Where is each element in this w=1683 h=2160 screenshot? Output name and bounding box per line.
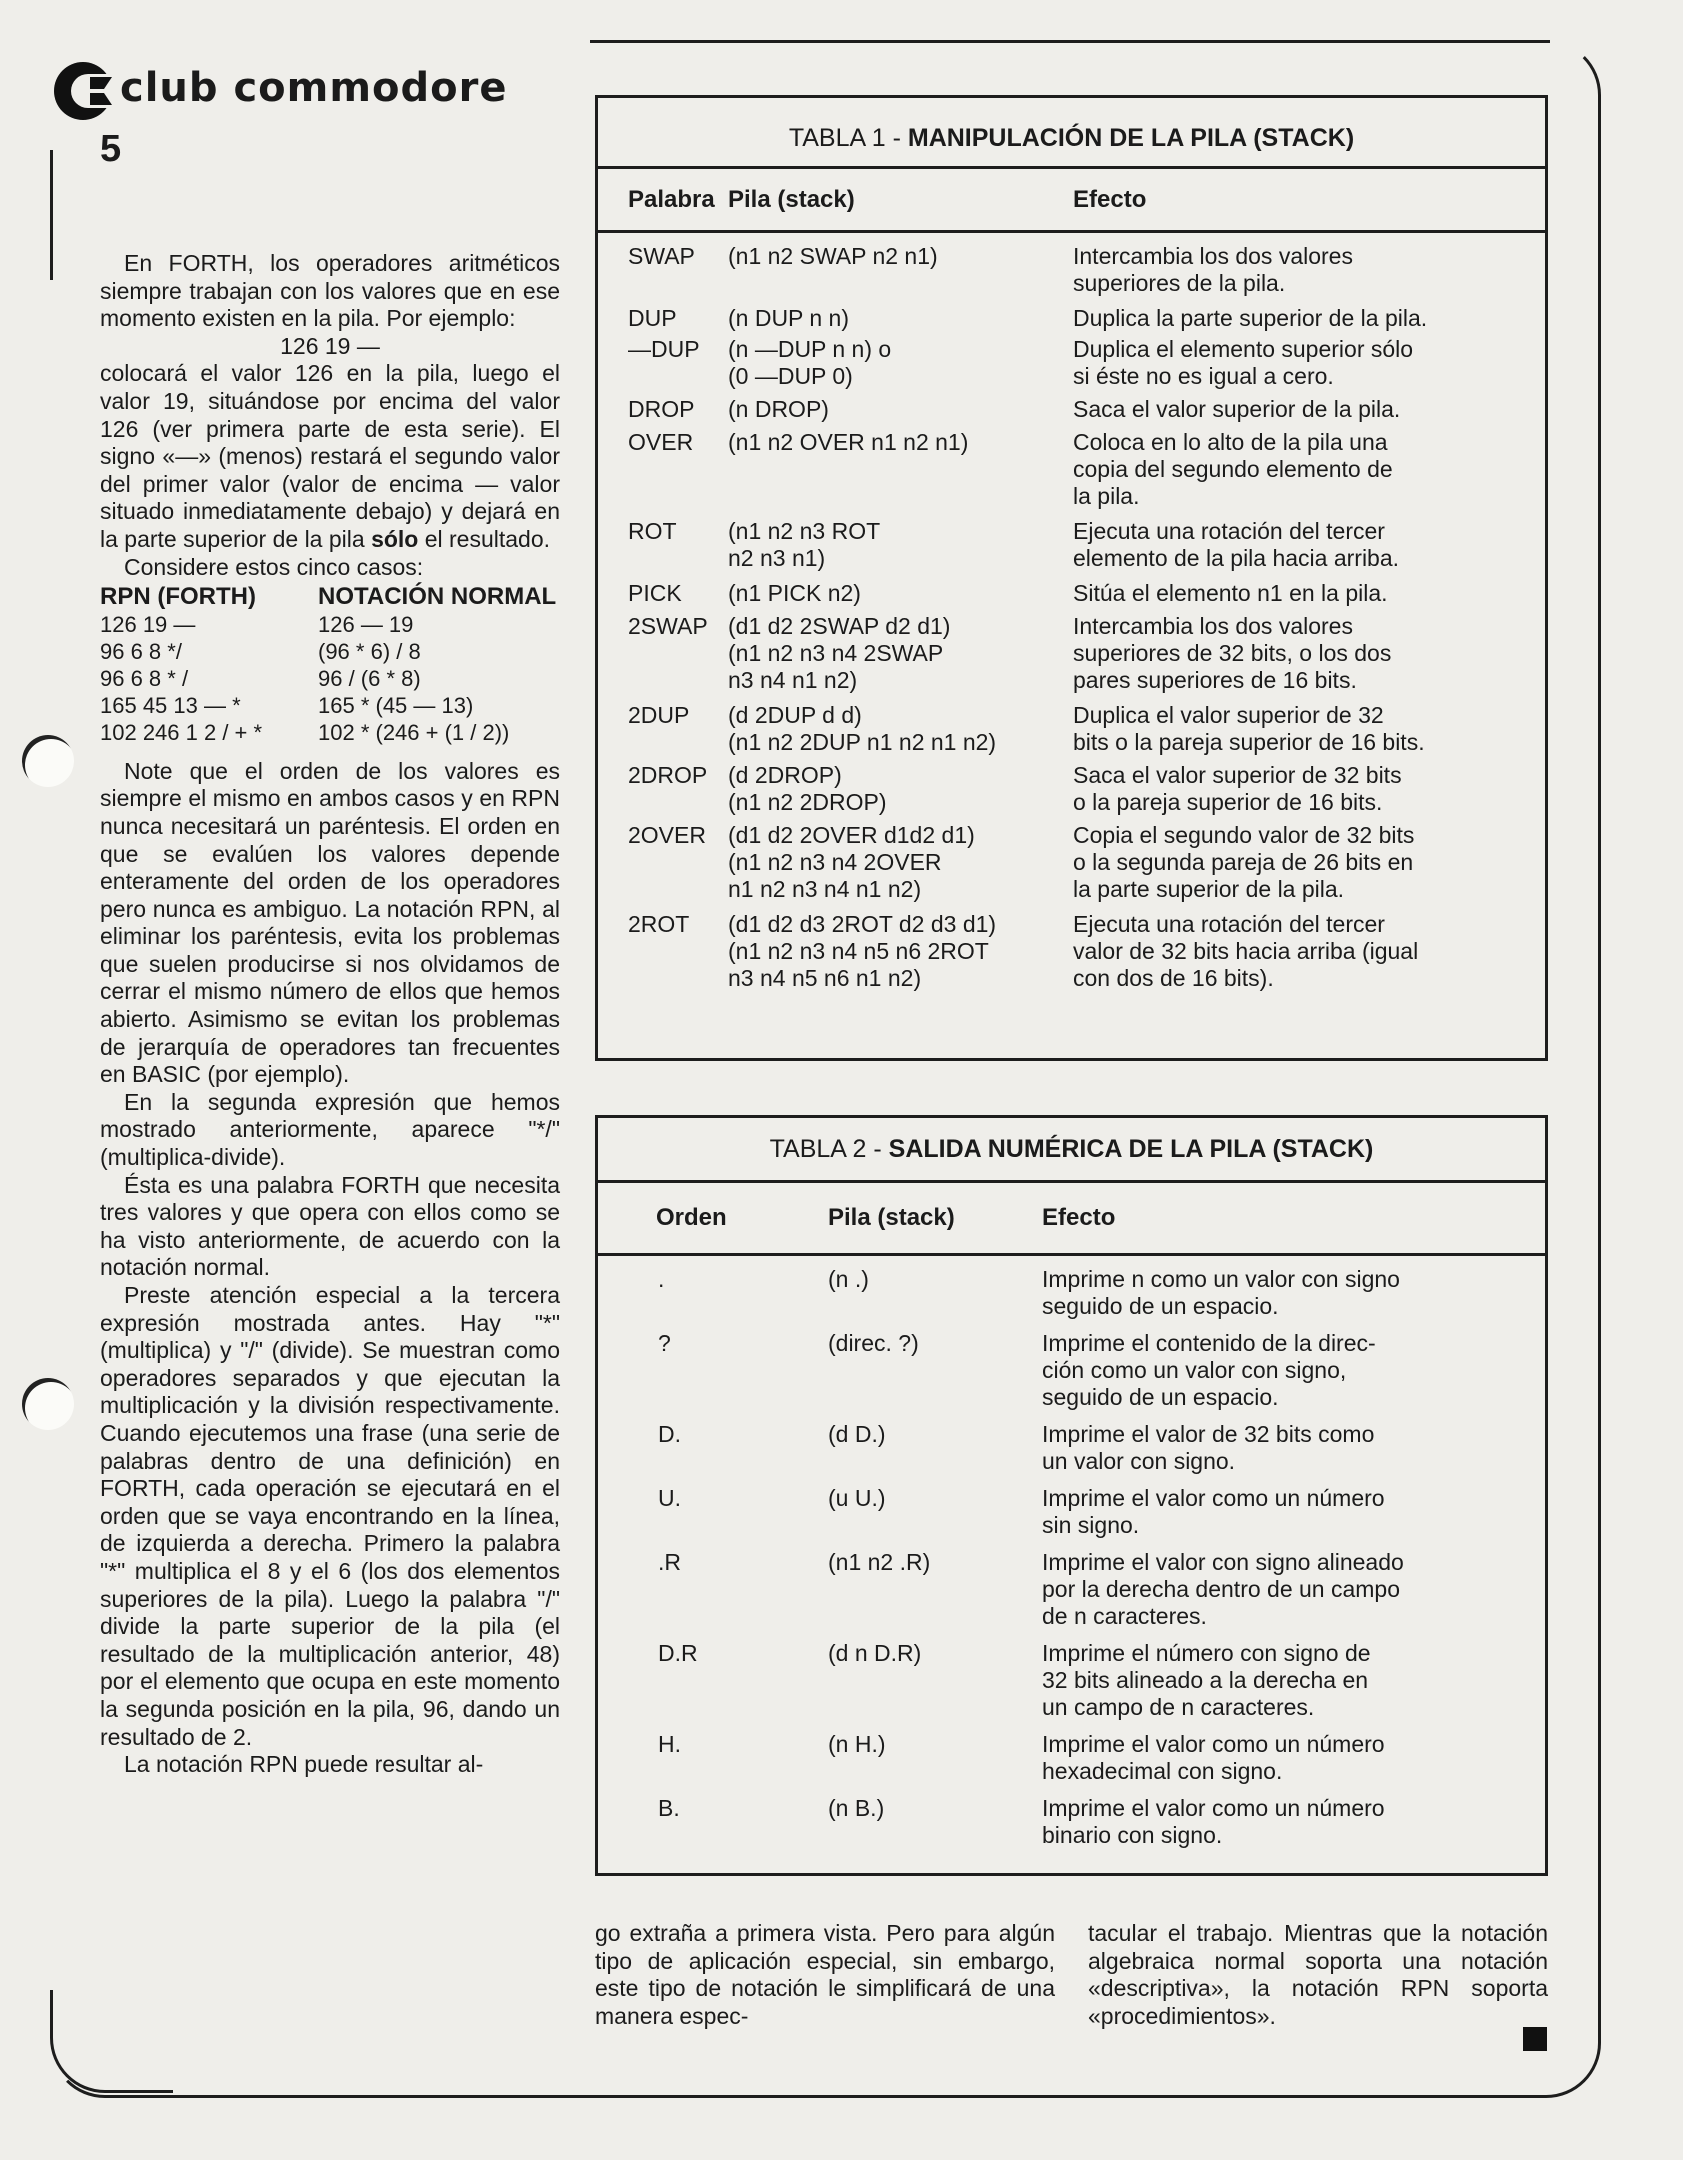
stack-cell: (direc. ?) xyxy=(828,1330,919,1356)
paragraph-6: Ésta es una palabra FORTH que necesita tres valores y que opera con ellos como se ha visto anteriormente, de acuerdo con la notación normal. xyxy=(100,1171,560,1281)
left-column xyxy=(100,250,560,1779)
word-cell: DUP xyxy=(628,305,677,331)
stack-cell: (u U.) xyxy=(828,1485,886,1511)
stack-cell: (n .) xyxy=(828,1266,869,1292)
table-2-header: Orden Pila (stack) Efecto xyxy=(598,1183,1545,1256)
command-cell: .R xyxy=(658,1549,681,1575)
effect-cell: Imprime el número con signo de 32 bits alineado a la derecha en un campo de n caracteres. xyxy=(1042,1640,1371,1720)
table-2-row xyxy=(598,1266,1545,1320)
club-commodore-logo xyxy=(52,60,507,122)
table-2-row xyxy=(598,1549,1545,1630)
table-1-row xyxy=(598,396,1545,423)
stack-cell: (d 2DUP d d) (n1 n2 2DUP n1 n2 n1 n2) xyxy=(728,702,997,755)
paragraph-7: Preste atención especial a la tercera expresión mostrada antes. Hay "*" (multiplica) y "/" (divide). Se muestran como operadores separados y que ejecutan la multiplicación y la división respectivamente. Cuando ejecutemos una frase (una serie de palabras dentro de una definición) en FORTH, cada operación se ejecutará en el orden que se vaya encontrando en la línea, de izquierda a derecha. Primero la palabra "*" multiplica el 8 y el 6 (los dos elementos superiores de la pila). Luego la palabra "/" divide la parte superior de la pila (el resultado de la multiplicación anterior, 48) por el elemento que ocupa en este momento la segunda posición en la pila, 96, dando un resultado de 2. xyxy=(100,1282,560,1750)
table-2-title: TABLA 2 - SALIDA NUMÉRICA DE LA PILA (STACK) xyxy=(598,1118,1545,1183)
word-cell: —DUP xyxy=(628,336,700,362)
table-1-row xyxy=(598,580,1545,607)
stack-cell: (n1 n2 n3 ROT n2 n3 n1) xyxy=(728,518,881,571)
case-row: 165 45 13 — * 165 * (45 — 13) xyxy=(100,692,474,718)
stack-cell: (d1 d2 2OVER d1d2 d1) (n1 n2 n3 n4 2OVER n1 n2 n3 n4 n1 n2) xyxy=(728,822,975,902)
stack-cell: (d D.) xyxy=(828,1421,886,1447)
effect-cell: Ejecuta una rotación del tercer valor de 32 bits hacia arriba (igual con dos de 16 bits). xyxy=(1073,911,1419,991)
table-1-row xyxy=(598,613,1545,694)
effect-cell: Imprime n como un valor con signo seguido de un espacio. xyxy=(1042,1266,1400,1319)
table-2-body xyxy=(598,1256,1545,1849)
stack-cell: (d1 d2 2SWAP d2 d1) (n1 n2 n3 n4 2SWAP n3 n4 n1 n2) xyxy=(728,613,951,693)
bottom-middle-column: go extraña a primera vista. Pero para algún tipo de aplicación especial, sin embargo, este tipo de notación le simplificará de una manera espec- xyxy=(595,1920,1055,2029)
page-border-bottom-left xyxy=(50,1990,173,2093)
stack-cell: (n —DUP n n) o (0 —DUP 0) xyxy=(728,336,892,389)
stack-cell: (n1 n2 .R) xyxy=(828,1549,931,1575)
table-2-row xyxy=(598,1421,1545,1475)
page-number: 5 xyxy=(100,128,122,170)
effect-cell: Imprime el valor con signo alineado por la derecha dentro de un campo de n caracteres. xyxy=(1042,1549,1404,1629)
paragraph-8: La notación RPN puede resultar al- xyxy=(124,1751,484,1778)
table-2-row xyxy=(598,1795,1545,1849)
punch-hole-bottom xyxy=(22,1378,74,1430)
effect-cell: Intercambia los dos valores superiores de la pila. xyxy=(1073,243,1353,296)
stack-cell: (n1 PICK n2) xyxy=(728,580,861,606)
table-1-row xyxy=(598,762,1545,816)
table-1-row xyxy=(598,336,1545,390)
word-cell: 2DUP xyxy=(628,702,690,728)
word-cell: 2SWAP xyxy=(628,613,708,639)
table-1-row xyxy=(598,243,1545,297)
end-of-article-mark xyxy=(1523,2027,1547,2051)
command-cell: D. xyxy=(658,1421,681,1447)
effect-cell: Ejecuta una rotación del tercer elemento de la pila hacia arriba. xyxy=(1073,518,1400,571)
stack-cell: (n DUP n n) xyxy=(728,305,850,331)
table-1-title: TABLA 1 - MANIPULACIÓN DE LA PILA (STACK) xyxy=(598,98,1545,169)
table-1-row xyxy=(598,911,1545,992)
cases-header: RPN (FORTH) NOTACIÓN NORMAL xyxy=(100,583,557,611)
effect-cell: Duplica el elemento superior sólo si éste no es igual a cero. xyxy=(1073,336,1414,389)
effect-cell: Saca el valor superior de la pila. xyxy=(1073,396,1401,422)
effect-cell: Duplica el valor superior de 32 bits o la pareja superior de 16 bits. xyxy=(1073,702,1425,755)
case-row: 96 6 8 * / 96 / (6 * 8) xyxy=(100,665,421,691)
case-row: 102 246 1 2 / + * 102 * (246 + (1 / 2)) xyxy=(100,719,510,745)
command-cell: D.R xyxy=(658,1640,698,1666)
brand-name: club commodore xyxy=(120,65,508,111)
effect-cell: Duplica la parte superior de la pila. xyxy=(1073,305,1428,331)
case-row: 126 19 — 126 — 19 xyxy=(100,611,414,637)
commodore-logo-icon xyxy=(52,60,114,122)
case-row: 96 6 8 */ (96 * 6) / 8 xyxy=(100,638,421,664)
word-cell: DROP xyxy=(628,396,695,422)
stack-cell: (n1 n2 OVER n1 n2 n1) xyxy=(728,429,969,455)
bottom-right-column: tacular el trabajo. Mientras que la notación algebraica normal soporta una notación «descriptiva», la notación RPN soporta «procedimientos». xyxy=(1088,1920,1548,2029)
effect-cell: Imprime el valor como un número hexadecimal con signo. xyxy=(1042,1731,1385,1784)
effect-cell: Copia el segundo valor de 32 bits o la segunda pareja de 26 bits en la parte superior de la pila. xyxy=(1073,822,1415,902)
effect-cell: Imprime el valor como un número sin signo. xyxy=(1042,1485,1385,1538)
stack-cell: (n H.) xyxy=(828,1731,886,1757)
stack-cell: (d1 d2 d3 2ROT d2 d3 d1) (n1 n2 n3 n4 n5 n6 2ROT n3 n4 n5 n6 n1 n2) xyxy=(728,911,997,991)
command-cell: H. xyxy=(658,1731,681,1757)
table-2-row xyxy=(598,1731,1545,1785)
effect-cell: Imprime el valor como un número binario con signo. xyxy=(1042,1795,1385,1848)
command-cell: U. xyxy=(658,1485,681,1511)
table-1-row xyxy=(598,702,1545,756)
paragraph-4: Note que el orden de los valores es siempre el mismo en ambos casos y en RPN nunca necesitará un paréntesis. El orden en que se evalúen los valores depende enteramente del orden de los operadores pero nunca es ambiguo. La notación RPN, al eliminar los paréntesis, evita los problemas que suelen producirse si nos olvidamos de cerrar el mismo número de ellos que hemos abierto. Asimismo se evitan los problemas de jerarquía de operadores tan frecuentes en BASIC (por ejemplo). xyxy=(100,757,560,1088)
effect-cell: Imprime el contenido de la direc- ción como un valor con signo, seguido de un espacio. xyxy=(1042,1330,1376,1410)
word-cell: 2ROT xyxy=(628,911,690,937)
table-1-header: Palabra Pila (stack) Efecto xyxy=(598,169,1545,233)
table-1-row xyxy=(598,518,1545,572)
paragraph-2: colocará el valor 126 en la pila, luego el valor 19, situándose por encima del valor 126 (ver primera parte de esta serie). El signo «—» (menos) restará el segundo valor del primer valor (valor de encima — valor situado inmediatamente debajo) y dejará en la parte superior de la pila sólo el resultado. xyxy=(100,360,560,552)
punch-hole-top xyxy=(22,735,74,787)
page-border-left-top xyxy=(50,150,53,280)
command-cell: . xyxy=(658,1266,665,1292)
table-2-row xyxy=(598,1330,1545,1411)
word-cell: PICK xyxy=(628,580,682,606)
stack-cell: (n DROP) xyxy=(728,396,829,422)
stack-cell: (n1 n2 SWAP n2 n1) xyxy=(728,243,938,269)
table-1-row xyxy=(598,822,1545,903)
effect-cell: Coloca en lo alto de la pila una copia del segundo elemento de la pila. xyxy=(1073,429,1393,509)
paragraph-1: En FORTH, los operadores aritméticos siempre trabajan con los valores que en ese momento existen en la pila. Por ejemplo: xyxy=(100,250,560,332)
table-2-row xyxy=(598,1485,1545,1539)
effect-cell: Intercambia los dos valores superiores de 32 bits, o los dos pares superiores de 16 bits. xyxy=(1073,613,1392,693)
stack-cell: (d n D.R) xyxy=(828,1640,922,1666)
effect-cell: Saca el valor superior de 32 bits o la pareja superior de 16 bits. xyxy=(1073,762,1402,815)
word-cell: ROT xyxy=(628,518,677,544)
table-1-row xyxy=(598,429,1545,510)
word-cell: SWAP xyxy=(628,243,695,269)
effect-cell: Imprime el valor de 32 bits como un valor con signo. xyxy=(1042,1421,1375,1474)
table-1 xyxy=(595,95,1548,1061)
table-1-row xyxy=(598,305,1545,332)
paragraph-3: Considere estos cinco casos: xyxy=(124,553,424,580)
stack-cell: (d 2DROP) (n1 n2 2DROP) xyxy=(728,762,887,815)
effect-cell: Sitúa el elemento n1 en la pila. xyxy=(1073,580,1388,606)
word-cell: 2DROP xyxy=(628,762,708,788)
command-cell: ? xyxy=(658,1330,671,1356)
table-2-row xyxy=(598,1640,1545,1721)
table-2 xyxy=(595,1115,1548,1876)
paragraph-5: En la segunda expresión que hemos mostrado anteriormente, aparece "*/" (multiplica-divide). xyxy=(100,1088,560,1171)
word-cell: OVER xyxy=(628,429,694,455)
stack-cell: (n B.) xyxy=(828,1795,885,1821)
command-cell: B. xyxy=(658,1795,680,1821)
word-cell: 2OVER xyxy=(628,822,706,848)
example-expression: 126 19 — xyxy=(280,332,380,359)
table-1-body xyxy=(598,233,1545,992)
